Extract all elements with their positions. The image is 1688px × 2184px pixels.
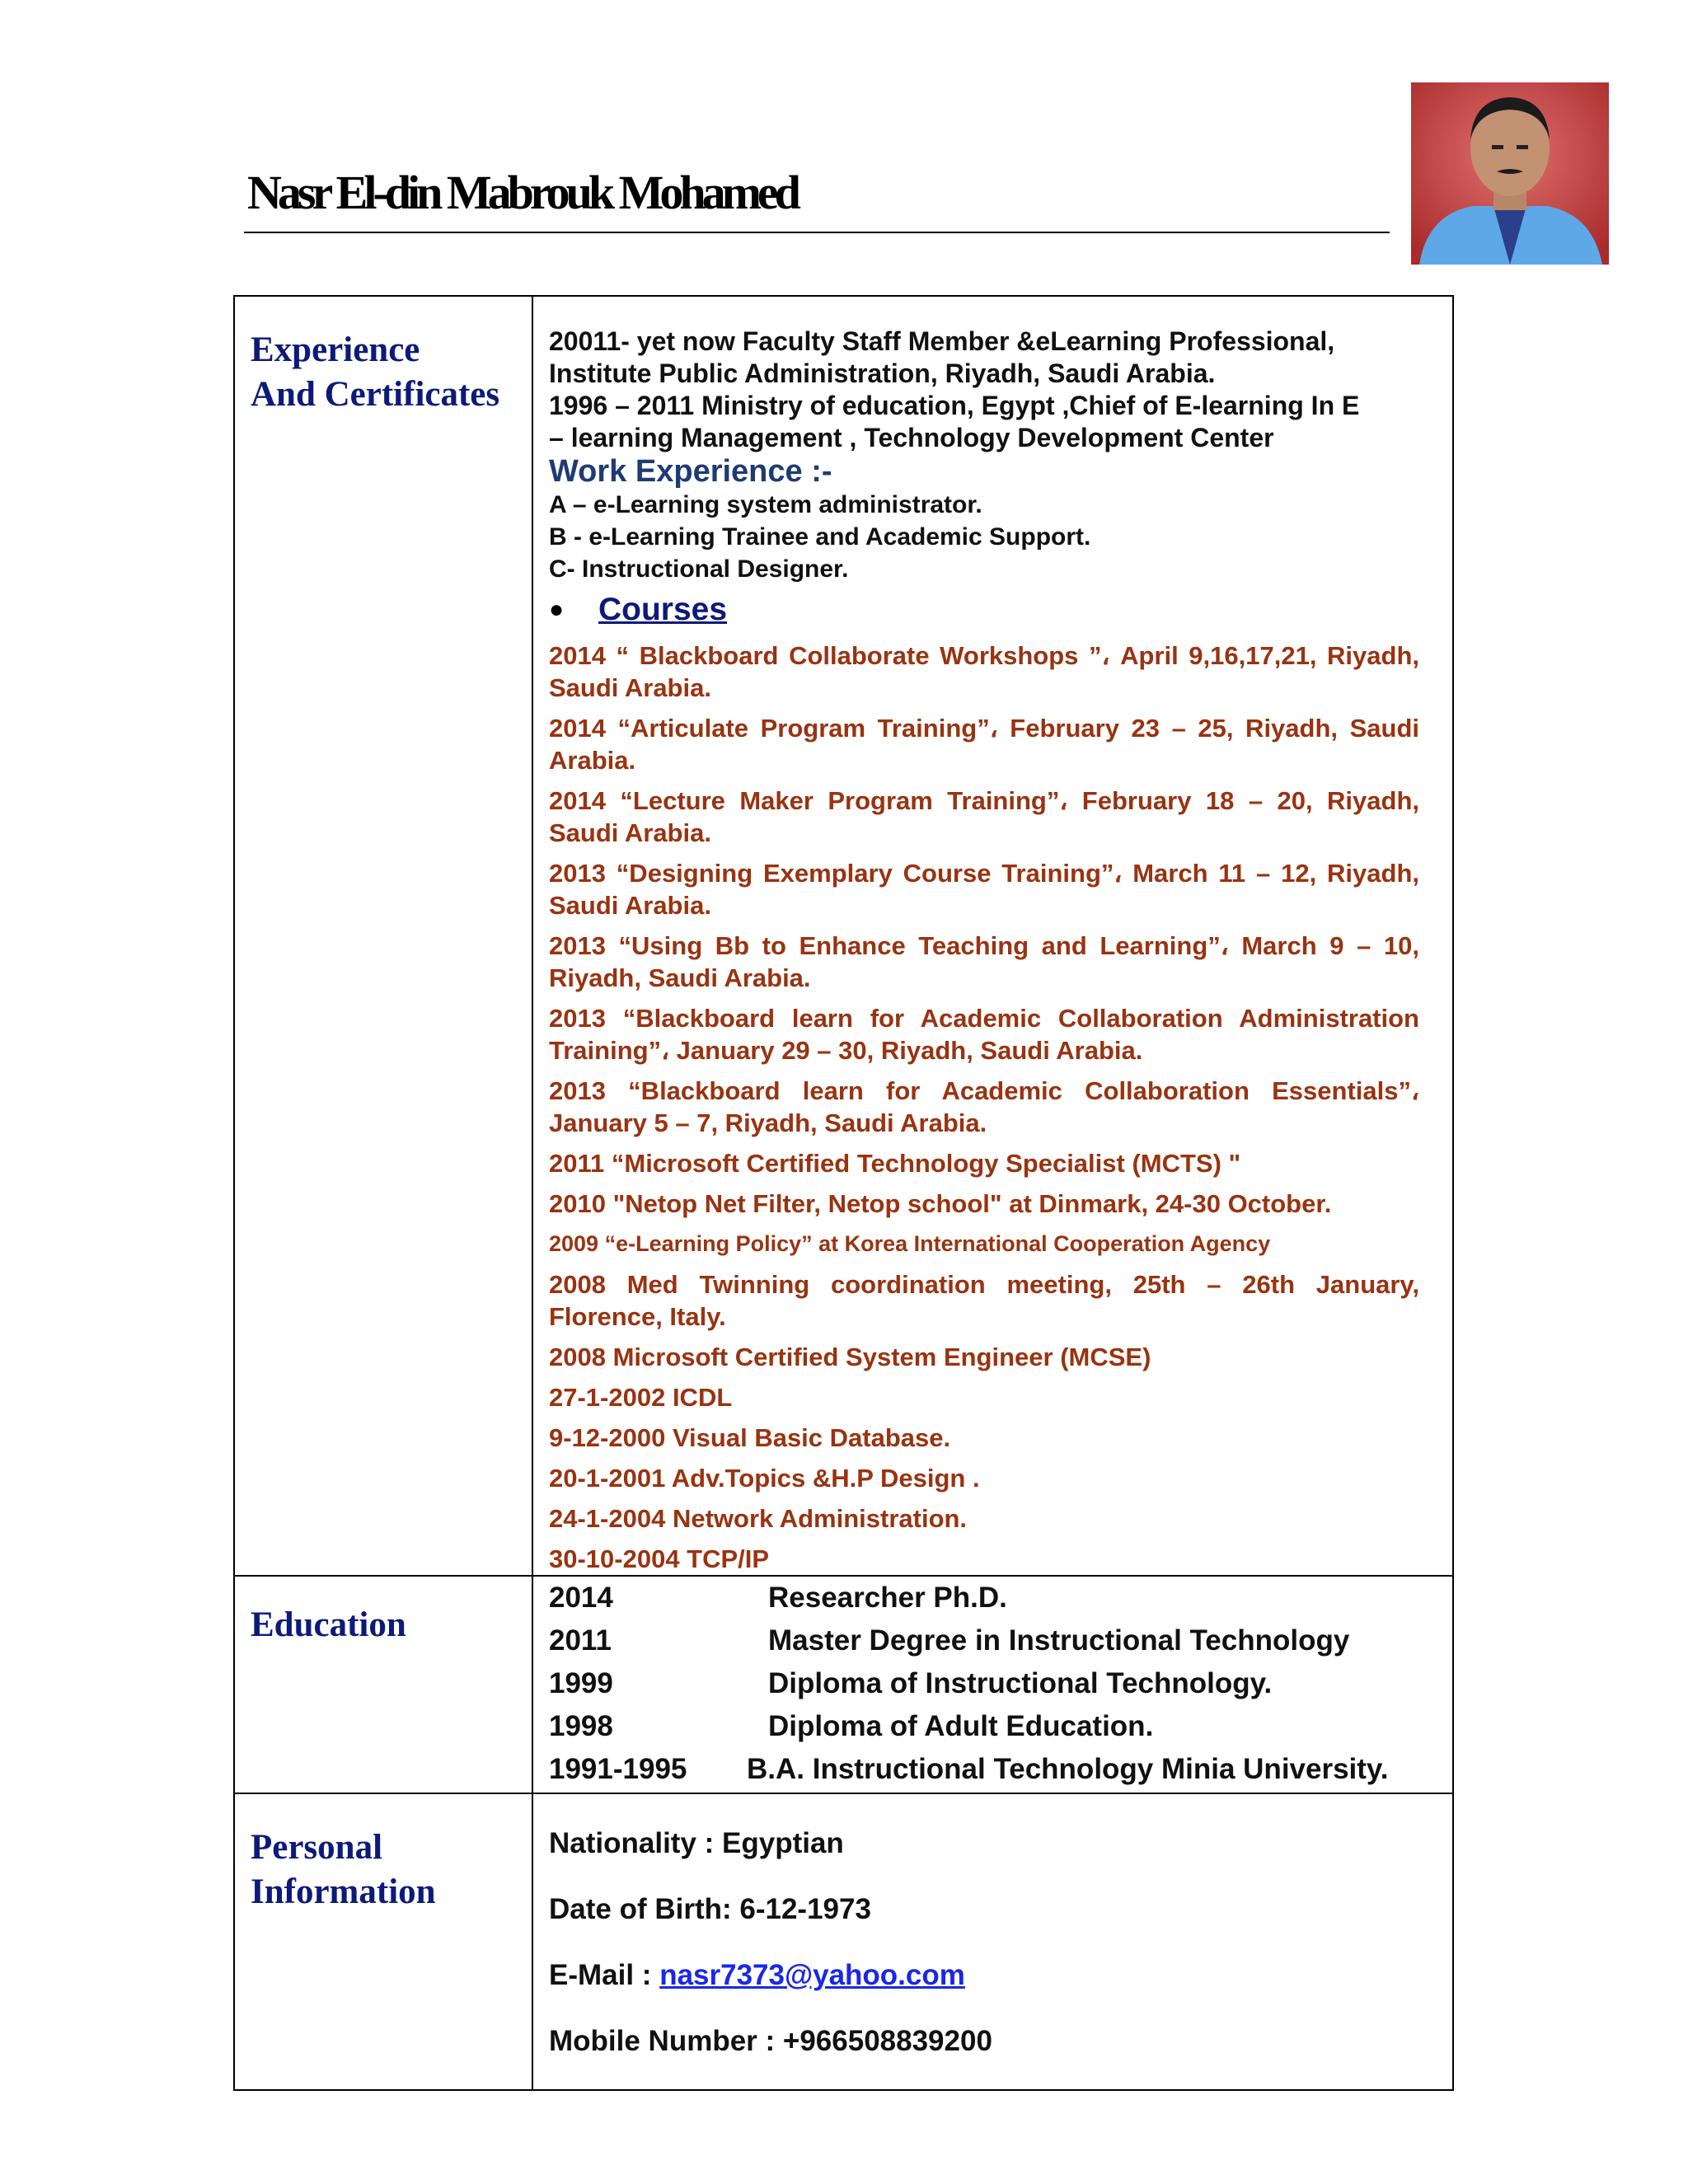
experience-line: 1996 – 2011 Ministry of education, Egypt ,Chief of E-learning In E	[549, 391, 1360, 420]
course-item: 2013 “Blackboard learn for Academic Collaboration Essentials”، January 5 – 7, Riyadh, Saudi Arabia.	[549, 1076, 1419, 1137]
education-row	[549, 1705, 1419, 1748]
nationality: Nationality : Egyptian	[549, 1827, 844, 1859]
bullet-icon: ●	[549, 596, 565, 623]
email-label: E-Mail :	[549, 1959, 660, 1991]
date-of-birth: Date of Birth: 6-12-1973	[549, 1893, 871, 1925]
personal-content-cell	[532, 1793, 1453, 2090]
education-title: Diploma of Adult Education.	[768, 1710, 1154, 1742]
education-row	[549, 1748, 1419, 1791]
course-item: 30-10-2004 TCP/IP	[549, 1544, 770, 1573]
course-item: 2013 “Designing Exemplary Course Training”، March 11 – 12, Riyadh, Saudi Arabia.	[549, 859, 1419, 920]
courses-title: Courses	[598, 592, 728, 627]
email-line	[549, 1959, 1419, 1992]
education-title: B.A. Instructional Technology Minia University.	[747, 1753, 1389, 1785]
education-year: 2014	[549, 1582, 613, 1614]
personal-heading: Personal	[251, 1828, 383, 1867]
information-heading: Information	[251, 1872, 436, 1911]
experience-line: Institute Public Administration, Riyadh, Saudi Arabia.	[549, 359, 1216, 388]
email-link[interactable]: nasr7373@yahoo.com	[659, 1959, 965, 1991]
personal-label-cell	[234, 1793, 532, 2090]
experience-label-cell	[234, 296, 532, 1576]
course-item: 2014 “ Blackboard Collaborate Workshops ”، April 9,16,17,21, Riyadh, Saudi Arabia.	[549, 641, 1419, 702]
work-experience-title: Work Experience :-	[549, 454, 832, 489]
course-item: 24-1-2004 Network Administration.	[549, 1504, 968, 1533]
experience-content-cell	[532, 296, 1453, 1576]
experience-line: – learning Management , Technology Development Center	[549, 423, 1274, 452]
education-row	[549, 1577, 1419, 1619]
education-year: 1999	[549, 1667, 613, 1699]
course-item: 2010 "Netop Net Filter, Netop school" at Dinmark, 24-30 October.	[549, 1189, 1332, 1218]
education-year: 2011	[549, 1624, 612, 1657]
duty-item: C- Instructional Designer.	[549, 555, 849, 583]
course-item: 2011 “Microsoft Certified Technology Specialist (MCTS) "	[549, 1149, 1241, 1178]
education-row	[549, 1662, 1419, 1705]
course-item: 2008 Med Twinning coordination meeting, 25th – 26th January, Florence, Italy.	[549, 1270, 1419, 1331]
education-title: Researcher Ph.D.	[768, 1582, 1007, 1614]
education-year: 1991-1995	[549, 1753, 687, 1785]
courses-heading	[549, 588, 1419, 631]
course-item: 2013 “Using Bb to Enhance Teaching and Learning”، March 9 – 10, Riyadh, Saudi Arabia.	[549, 931, 1419, 992]
course-item: 2014 “Articulate Program Training”، February 23 – 25, Riyadh, Saudi Arabia.	[549, 714, 1419, 775]
course-item: 2009 “e-Learning Policy” at Korea International Cooperation Agency	[549, 1231, 1271, 1256]
education-content-cell	[532, 1576, 1453, 1793]
course-item: 20-1-2001 Adv.Topics &H.P Design .	[549, 1464, 980, 1493]
name-underline	[244, 232, 1390, 233]
experience-line: 20011- yet now Faculty Staff Member &eLearning Professional,	[549, 326, 1335, 356]
course-item: 2008 Microsoft Certified System Engineer (MCSE)	[549, 1343, 1151, 1371]
education-year: 1998	[549, 1710, 613, 1742]
profile-photo	[1411, 82, 1609, 265]
course-item: 2014 “Lecture Maker Program Training”، February 18 – 20, Riyadh, Saudi Arabia.	[549, 786, 1419, 847]
education-row	[549, 1619, 1419, 1662]
duty-item: A – e-Learning system administrator.	[549, 491, 982, 518]
duty-item: B - e-Learning Trainee and Academic Support.	[549, 523, 1091, 551]
mobile-number: Mobile Number : +966508839200	[549, 2025, 992, 2057]
course-item: 2013 “Blackboard learn for Academic Collaboration Administration Training”، January 29 – 30, Riyadh, Saudi Arabia.	[549, 1004, 1419, 1065]
experience-heading: Experience	[251, 330, 420, 369]
education-label-cell	[234, 1576, 532, 1793]
education-heading: Education	[251, 1605, 406, 1644]
course-item: 27-1-2002 ICDL	[549, 1383, 733, 1412]
certificates-heading: And Certificates	[251, 375, 500, 414]
education-title: Diploma of Instructional Technology.	[768, 1667, 1273, 1699]
cv-table	[233, 295, 1454, 2091]
course-item: 9-12-2000 Visual Basic Database.	[549, 1423, 951, 1452]
candidate-name: Nasr El-din Mabrouk Mohamed	[247, 166, 797, 219]
education-title: Master Degree in Instructional Technology	[768, 1624, 1350, 1657]
